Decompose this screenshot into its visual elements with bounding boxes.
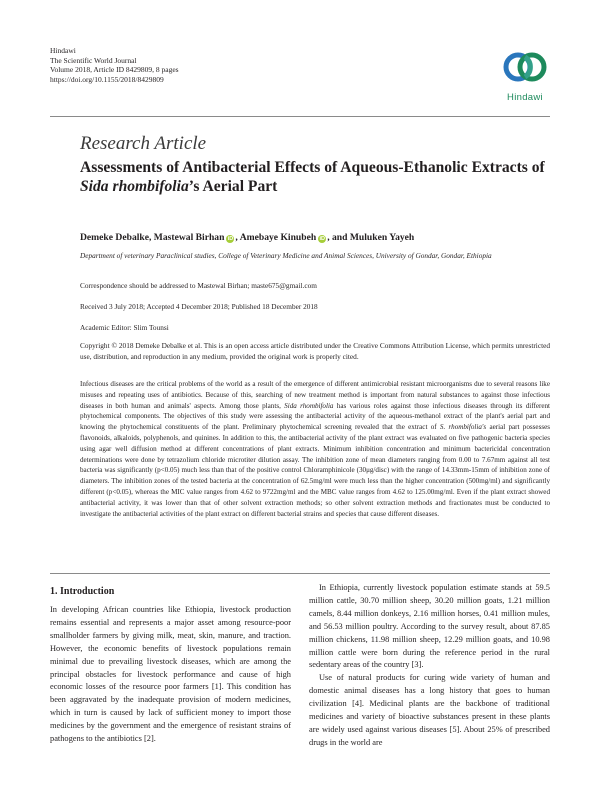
correspondence: Correspondence should be addressed to Mastewal Birhan; maste675@gmail.com	[80, 281, 317, 290]
journal-name: The Scientific World Journal	[50, 55, 137, 65]
header-rule	[50, 116, 550, 117]
intro-right-column	[309, 582, 550, 750]
paragraph: In developing African countries like Ethiopia, livestock production remains essential and represents a major asset among resource-poor smallholder farmers by giving milk, meat, skin, manure, and traction. However, the economic benefits of livestock populations remain minimal due to prevailing livestock diseases, which are among the principal obstacles for livestock performance and cause of high economic losses of the resource poor farmers [1]. This condition has been aggravated by the inadequate provision of modern medicines, which in turn is caused by lack of sufficient money to import those medicines by the government and the emergence of resistant strains of pathogens to the antibiotics [2].	[50, 605, 291, 744]
doi-link[interactable]: https://doi.org/10.1155/2018/8429809	[50, 74, 164, 84]
publisher-name: Hindawi	[50, 46, 76, 55]
academic-editor: Academic Editor: Slim Tounsi	[80, 323, 169, 332]
volume-line: Volume 2018, Article ID 8429809, 8 pages	[50, 65, 179, 74]
hindawi-logo-word: Hindawi	[507, 92, 543, 103]
section-rule	[50, 573, 550, 574]
intro-left-column	[50, 604, 291, 746]
journal-header	[50, 46, 179, 84]
article-dates: Received 3 July 2018; Accepted 4 December 2018; Published 18 December 2018	[80, 302, 318, 311]
paragraph: Use of natural products for curing wide variety of human and domestic animal diseases has a long history that goes to human civilization [4]. Medicinal plants are the backbone of traditional medicines and variety of bioactive substances present in these plants are widely used against various diseases [5]. About 25% of prescribed drugs in the world are	[309, 673, 550, 747]
author-list: Demeke Debalke, Mastewal Birhan iD , Amebaye Kinubeh iD , and Muluken Yayeh	[80, 232, 415, 243]
article-type: Research Article	[80, 133, 207, 154]
paragraph: In Ethiopia, currently livestock population estimate stands at 59.5 million cattle, 30.70 million sheep, 30.20 million goats, 1.21 million camels, 8.44 million donkeys, 2.16 million horses, 0.41 million mules, and 56.53 million poultry. According to the survey result, about 87.85 million chickens, 11.98 million sheep, 12.29 million goats, and 10.98 million cattle were born during the reference period in the rural sedentary areas of the country [3].	[309, 583, 550, 670]
orcid-icon[interactable]: iD	[227, 236, 234, 242]
affiliation: Department of veterinary Paraclinical studies, College of Veterinary Medicine and Animal Sciences, University of Gondar, Gondar, Ethiopia	[80, 251, 492, 260]
section-heading-introduction: 1. Introduction	[50, 586, 115, 597]
copyright-notice: Copyright © 2018 Demeke Debalke et al. This is an open access article distributed under the Creative Commons Attribution License, which permits unrestricted use, distribution, and reproduction in any medium, provided the original work is properly cited.	[80, 341, 550, 361]
abstract: Infectious diseases are the critical problems of the world as a result of the emergence of different antimicrobial resistant microorganisms due to several reasons like misuses and repeating uses of antibiotics. Because of this, searching of new treatment method is important from natural substances to against those infectious diseases in both human and animals' aspects. Among those plants, Sida rhombifolia has various roles against those infectious diseases through its different phytochemical components. The objectives of this study were assessing the antibacterial activity of the aqueous-methanol extract of the plant's aerial part and knowing the phytochemical constituents of the plant. Preliminary phytochemical screening revealed that the extract of S. rhombifolia's aerial part possesses flavonoids, alkaloids, polyphenols, and quinines. In addition to this, the antibacterial activity of the plant extract was evaluated on five pathogenic bacteria species using agar well diffusion method at different concentrations of plant extracts. Minimum inhibition concentration and minimum bactericidal concentration determinations were done by tetrazolium chloride microtiter dilution assay. The inhibition zone of mean diameters ranging from 0.00 to 7.67mm against all test bacteria was significantly (p<0.05) much less than that of the positive control Chloramphinicole (30μg/disc) with the range of 14.33mm-15mm of inhibition zone of diameters. The inhibition zones of the tested bacteria at the concentration of 62.5mg/ml were much less than the higher concentration (500mg/ml) and significantly different (p<0.05), whereas the MIC value ranges from 4.62 to 9722mg/ml and the MBC value ranges from 4.62 to 125.00mg/ml. Even if the plant extract showed antibacterial activity, it was lower than that of other solvent extraction methods; so other solvent extraction methods and fractionates must be conducted to investigate the antibacterial activities of the plant extract on different bacterial strains and species that cause different diseases.	[80, 380, 550, 518]
orcid-icon[interactable]: iD	[319, 236, 325, 242]
article-title: Assessments of Antibacterial Effects of Aqueous-Ethanolic Extracts of Sida rhombifolia’s Aerial Part	[80, 159, 545, 195]
